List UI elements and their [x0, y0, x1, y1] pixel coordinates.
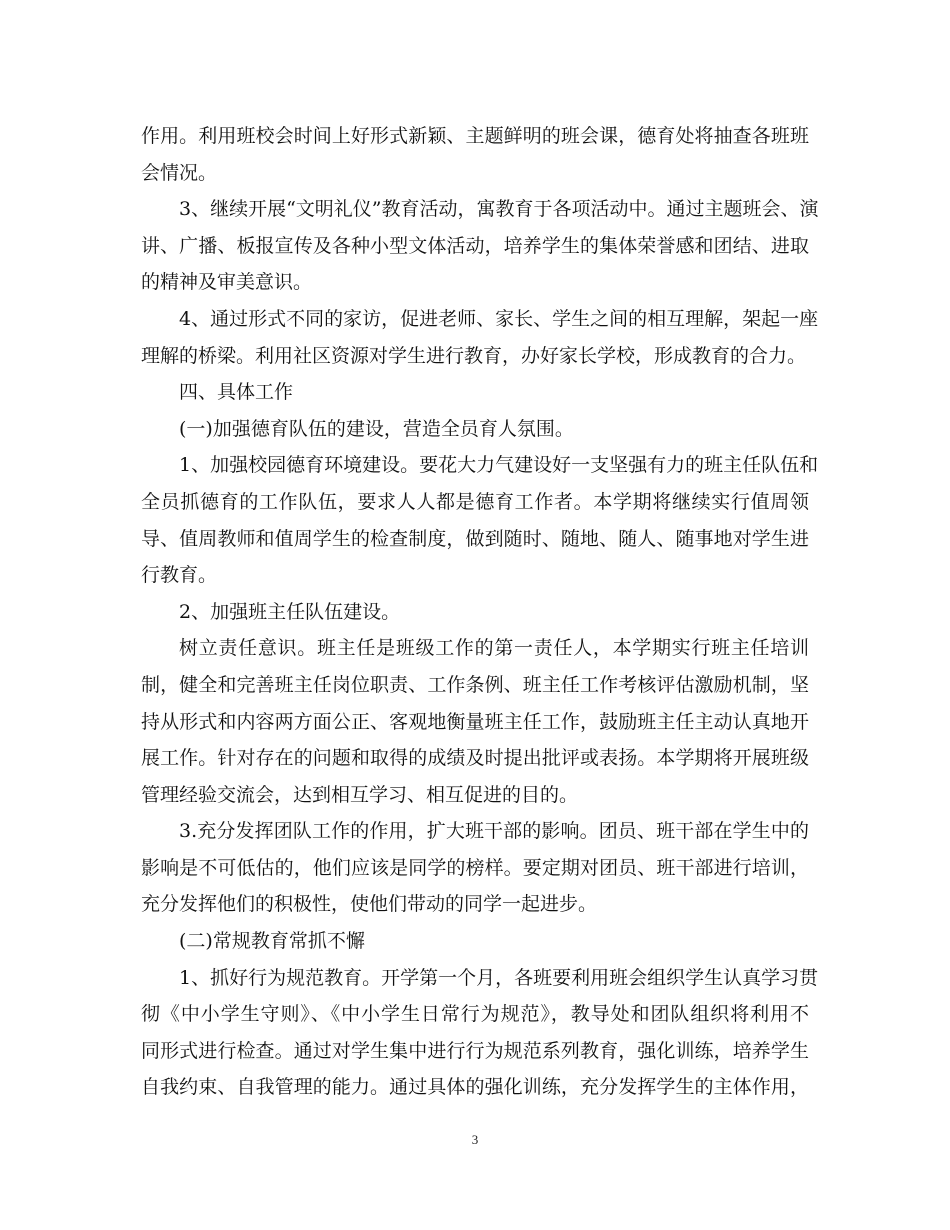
text-line: 影响是不可低估的，他们应该是同学的榜样。要定期对团员、班干部进行培训，	[141, 856, 809, 879]
page-number: 3	[471, 1132, 479, 1147]
text-line: 持从形式和内容两方面公正、客观地衡量班主任工作，鼓励班主任主动认真地开	[141, 710, 809, 733]
text-line: 彻《中小学生守则》、《中小学生日常行为规范》，教导处和团队组织将利用不	[141, 1003, 809, 1026]
text-line: 全员抓德育的工作队伍，要求人人都是德育工作者。本学期将继续实行值周领	[141, 490, 809, 513]
text-line: 导、值周教师和值周学生的检查制度，做到随时、随地、随人、随事地对学生进	[141, 527, 809, 550]
text-line: 树立责任意识。班主任是班级工作的第一责任人，本学期实行班主任培训	[179, 637, 809, 660]
text-line: (一)加强德育队伍的建设，营造全员育人氛围。	[179, 417, 574, 440]
text-line: 1、抓好行为规范教育。开学第一个月，各班要利用班会组织学生认真学习贯	[179, 966, 819, 989]
text-line: 同形式进行检查。通过对学生集中进行行为规范系列教育，强化训练，培养学生	[141, 1039, 809, 1062]
text-line: 制，健全和完善班主任岗位职责、工作条例、班主任工作考核评估激励机制，坚	[141, 673, 809, 696]
text-line: 1、加强校园德育环境建设。要花大力气建设好一支坚强有力的班主任队伍和	[179, 454, 819, 477]
text-line: 3、继续开展“文明礼仪”教育活动，寓教育于各项活动中。通过主题班会、演	[179, 198, 819, 221]
text-line: 理解的桥梁。利用社区资源对学生进行教育，办好家长学校，形成教育的合力。	[141, 344, 807, 367]
text-line: 展工作。针对存在的问题和取得的成绩及时提出批评或表扬。本学期将开展班级	[141, 747, 809, 770]
document-body	[141, 118, 819, 1106]
text-line: 行教育。	[141, 564, 218, 587]
text-line: 管理经验交流会，达到相互学习、相互促进的目的。	[141, 783, 579, 806]
text-line: (二)常规教育常抓不懈	[179, 930, 365, 953]
text-line: 会情况。	[141, 161, 218, 184]
text-line: 2、加强班主任队伍建设。	[179, 600, 401, 623]
text-line: 讲、广播、板报宣传及各种小型文体活动，培养学生的集体荣誉感和团结、进取	[141, 234, 809, 257]
text-line: 的精神及审美意识。	[141, 271, 313, 294]
text-line: 自我约束、自我管理的能力。通过具体的强化训练，充分发挥学生的主体作用，	[141, 1076, 809, 1099]
text-line: 充分发挥他们的积极性，使他们带动的同学一起进步。	[141, 893, 598, 916]
text-line: 作用。利用班校会时间上好形式新颖、主题鲜明的班会课，德育处将抽查各班班	[141, 125, 809, 147]
text-line: 3.充分发挥团队工作的作用，扩大班干部的影响。团员、班干部在学生中的	[179, 820, 809, 843]
text-line: 4、通过形式不同的家访，促进老师、家长、学生之间的相互理解，架起一座	[179, 307, 819, 330]
text-line: 四、具体工作	[179, 381, 294, 404]
